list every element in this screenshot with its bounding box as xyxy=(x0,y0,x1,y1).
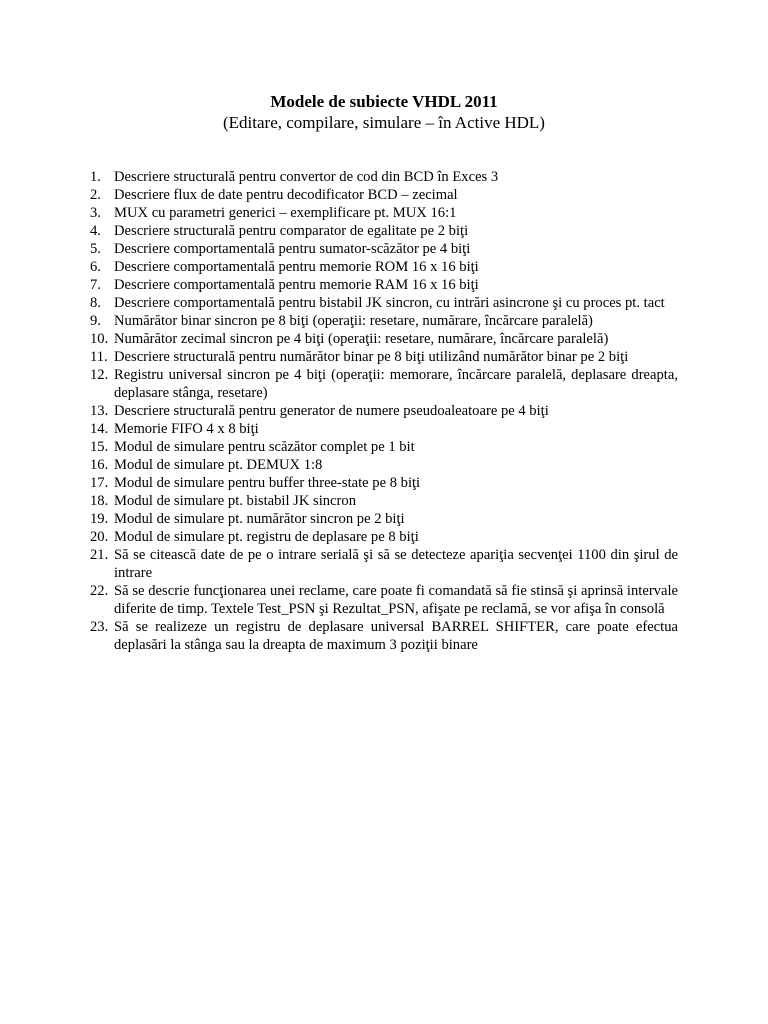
list-item-text: Modul de simulare pt. registru de deplasare pe 8 biţi xyxy=(114,529,419,545)
list-item-number: 22. xyxy=(90,583,109,599)
list-item-number: 3. xyxy=(90,205,101,221)
list-item-number: 11. xyxy=(90,349,108,365)
list-item-number: 15. xyxy=(90,439,109,455)
list-item-text: Descriere structurală pentru comparator de egalitate pe 2 biţi xyxy=(114,223,469,239)
list-item-number: 10. xyxy=(90,331,109,347)
list-item-text: Numărător zecimal sincron pe 4 biţi (operaţii: resetare, numărare, încărcare paralelă) xyxy=(114,331,609,347)
list-item xyxy=(90,402,678,420)
list-item xyxy=(90,330,678,348)
list-item xyxy=(90,258,678,276)
list-item-text: Registru universal sincron pe 4 biţi (operaţii: memorare, încărcare paralelă, deplasare dreapta, deplasare stânga, resetare) xyxy=(114,367,678,401)
list-item xyxy=(90,222,678,240)
list-item-number: 21. xyxy=(90,547,109,563)
list-item xyxy=(90,240,678,258)
list-item-number: 7. xyxy=(90,277,101,293)
list-item-text: Descriere structurală pentru generator de numere pseudoaleatoare pe 4 biţi xyxy=(114,403,549,419)
list-item xyxy=(90,366,678,402)
list-item xyxy=(90,294,678,312)
document-title: Modele de subiecte VHDL 2011 xyxy=(270,92,498,111)
list-item-number: 6. xyxy=(90,259,101,275)
list-item-text: Descriere structurală pentru numărător binar pe 8 biţi utilizând numărător binar pe 2 biţi xyxy=(114,349,629,365)
list-item-number: 13. xyxy=(90,403,109,419)
list-item-text: Să se realizeze un registru de deplasare universal BARREL SHIFTER, care poate efectua deplasări la stânga sau la dreapta de maximum 3 poziţii binare xyxy=(114,619,678,653)
list-item-number: 14. xyxy=(90,421,109,437)
list-item-number: 20. xyxy=(90,529,109,545)
list-item xyxy=(90,276,678,294)
list-item xyxy=(90,186,678,204)
document-subtitle: (Editare, compilare, simulare – în Active HDL) xyxy=(223,113,545,132)
list-item-text: Modul de simulare pt. DEMUX 1:8 xyxy=(114,457,323,473)
list-item xyxy=(90,528,678,546)
list-item xyxy=(90,420,678,438)
list-item-number: 4. xyxy=(90,223,101,239)
list-item xyxy=(90,618,678,654)
list-item-text: Descriere structurală pentru convertor de cod din BCD în Exces 3 xyxy=(114,169,499,185)
list-item-number: 17. xyxy=(90,475,109,491)
list-item-number: 19. xyxy=(90,511,109,527)
list-item-text: Descriere comportamentală pentru bistabil JK sincron, cu intrări asincrone şi cu proces pt. tact xyxy=(114,295,665,311)
list-item-text: Numărător binar sincron pe 8 biţi (operaţii: resetare, numărare, încărcare paralelă) xyxy=(114,313,593,329)
list-item-text: MUX cu parametri generici – exemplificare pt. MUX 16:1 xyxy=(114,205,457,221)
list-item-number: 2. xyxy=(90,187,101,203)
list-item xyxy=(90,168,678,186)
list-item-text: Memorie FIFO 4 x 8 biţi xyxy=(114,421,259,437)
list-item xyxy=(90,510,678,528)
list-item-number: 8. xyxy=(90,295,101,311)
list-item xyxy=(90,474,678,492)
list-item-text: Să se descrie funcţionarea unei reclame, care poate fi comandată să fie stinsă şi aprinsă intervale diferite de timp. Textele Test_PSN şi Rezultat_PSN, afişate pe reclamă, se vor afişa în consolă xyxy=(114,583,678,617)
list-item-number: 12. xyxy=(90,367,109,383)
list-item-text: Modul de simulare pentru buffer three-state pe 8 biţi xyxy=(114,475,421,491)
list-item-text: Modul de simulare pentru scăzător complet pe 1 bit xyxy=(114,439,415,455)
list-item xyxy=(90,438,678,456)
list-item-text: Modul de simulare pt. numărător sincron pe 2 biţi xyxy=(114,511,405,527)
list-item-text: Să se citească date de pe o intrare serială şi să se detecteze apariţia secvenţei 1100 din şirul de intrare xyxy=(114,547,678,581)
list-item-number: 1. xyxy=(90,169,101,185)
list-item-number: 23. xyxy=(90,619,109,635)
list-item-text: Modul de simulare pt. bistabil JK sincron xyxy=(114,493,356,509)
list-item-text: Descriere comportamentală pentru sumator-scăzător pe 4 biţi xyxy=(114,241,471,257)
list-item xyxy=(90,312,678,330)
list-item-text: Descriere comportamentală pentru memorie ROM 16 x 16 biţi xyxy=(114,259,479,275)
list-item xyxy=(90,492,678,510)
list-item xyxy=(90,456,678,474)
list-item xyxy=(90,204,678,222)
list-item-text: Descriere comportamentală pentru memorie RAM 16 x 16 biţi xyxy=(114,277,479,293)
list-item xyxy=(90,348,678,366)
list-item-number: 18. xyxy=(90,493,109,509)
list-item-number: 5. xyxy=(90,241,101,257)
list-item-text: Descriere flux de date pentru decodificator BCD – zecimal xyxy=(114,187,458,203)
list-item-number: 9. xyxy=(90,313,101,329)
list-item xyxy=(90,582,678,618)
topic-list xyxy=(90,168,678,654)
list-item xyxy=(90,546,678,582)
list-item-number: 16. xyxy=(90,457,109,473)
